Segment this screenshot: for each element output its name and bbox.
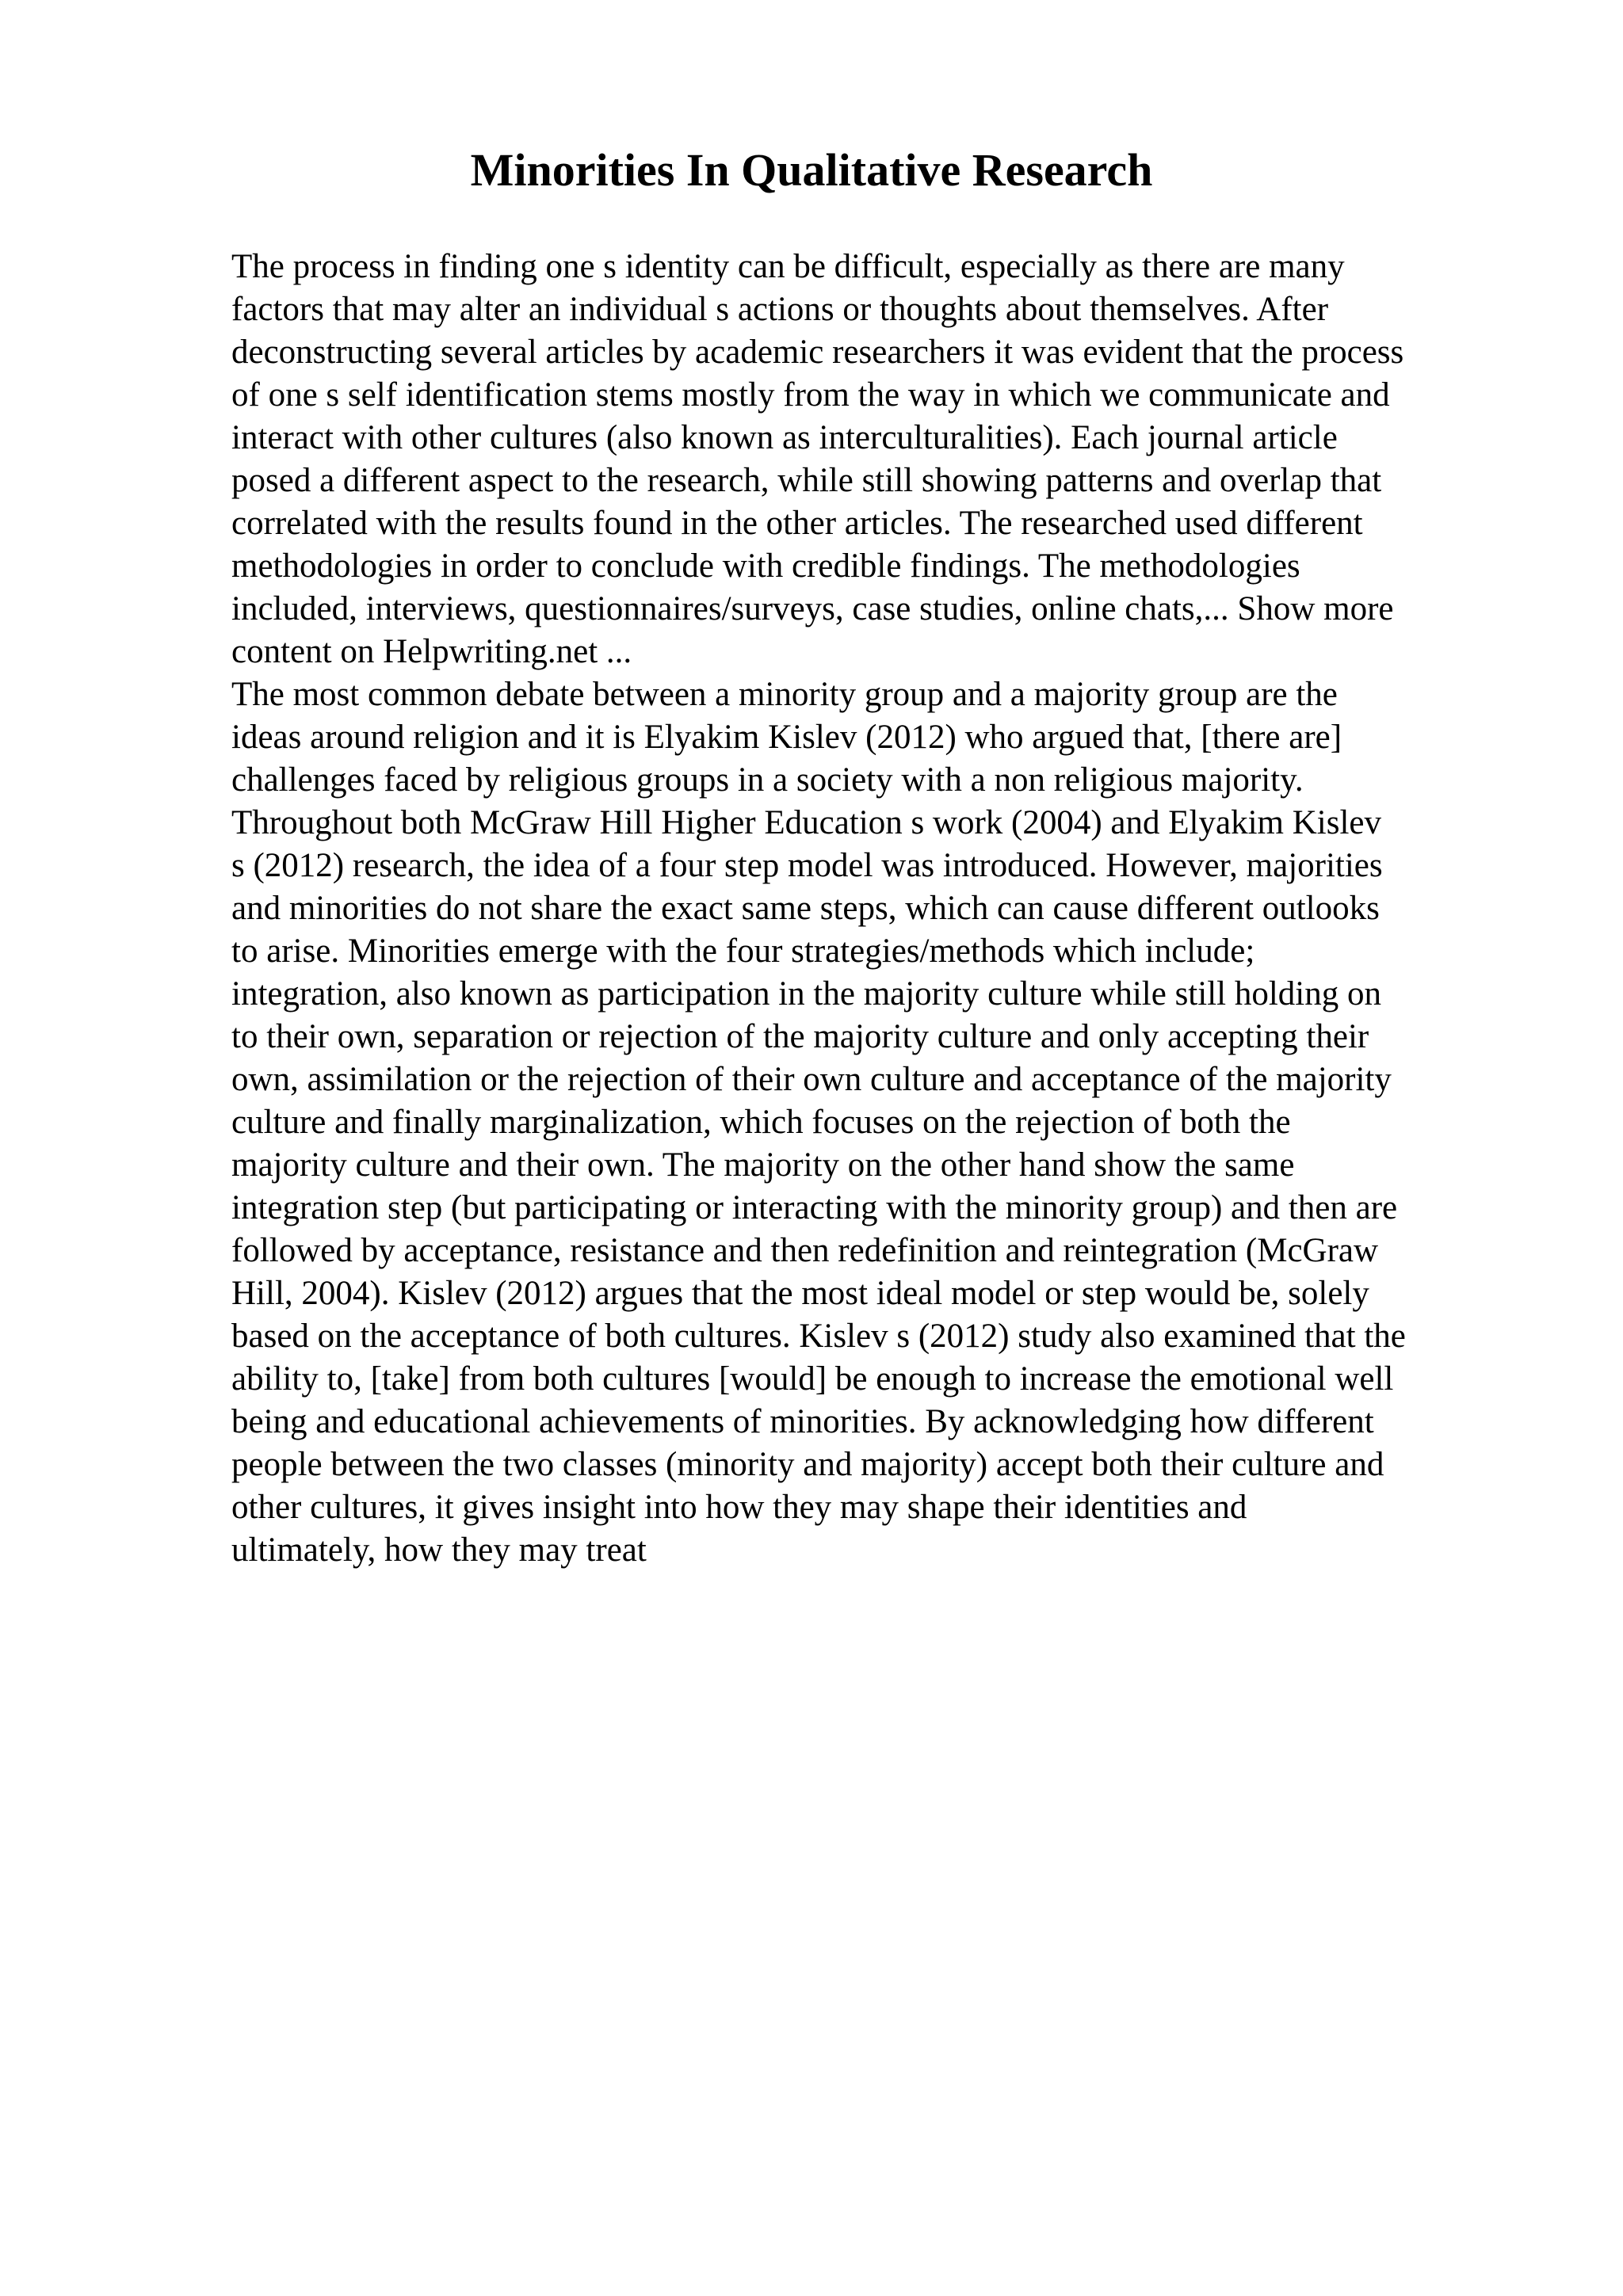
text-line: ultimately, how they may treat xyxy=(231,1531,647,1569)
document-title: Minorities In Qualitative Research xyxy=(470,144,1153,196)
text-line: own, assimilation or the rejection of their own culture and acceptance of the majority xyxy=(231,1061,1392,1098)
text-line: and minorities do not share the exact same steps, which can cause different outlooks xyxy=(231,890,1380,927)
text-line: to arise. Minorities emerge with the four strategies/methods which include; xyxy=(231,933,1255,970)
text-line: based on the acceptance of both cultures. Kislev s (2012) study also examined that the xyxy=(231,1318,1406,1355)
text-line: ability to, [take] from both cultures [would] be enough to increase the emotional well xyxy=(231,1360,1394,1398)
text-line: people between the two classes (minority and majority) accept both their culture and xyxy=(231,1446,1384,1483)
text-line: deconstructing several articles by academic researchers it was evident that the process xyxy=(231,334,1404,371)
paragraph-2 xyxy=(231,673,1515,1572)
text-line: being and educational achievements of minorities. By acknowledging how different xyxy=(231,1403,1374,1440)
text-line: methodologies in order to conclude with credible findings. The methodologies xyxy=(231,547,1300,585)
text-line: Hill, 2004). Kislev (2012) argues that the most ideal model or step would be, solely xyxy=(231,1275,1369,1312)
text-line: challenges faced by religious groups in a society with a non religious majority. xyxy=(231,761,1304,799)
text-line: posed a different aspect to the research, while still showing patterns and overlap that xyxy=(231,462,1382,499)
text-line: integration, also known as participation in the majority culture while still holding on xyxy=(231,975,1381,1013)
text-line: majority culture and their own. The majority on the other hand show the same xyxy=(231,1146,1295,1184)
text-line: followed by acceptance, resistance and then redefinition and reintegration (McGraw xyxy=(231,1232,1379,1269)
text-line: culture and finally marginalization, which focuses on the rejection of both the xyxy=(231,1104,1291,1141)
text-line: s (2012) research, the idea of a four step model was introduced. However, majorities xyxy=(231,847,1383,884)
document-body xyxy=(231,246,1515,1572)
text-line: factors that may alter an individual s actions or thoughts about themselves. After xyxy=(231,291,1329,328)
text-line: ideas around religion and it is Elyakim Kislev (2012) who argued that, [there are] xyxy=(231,719,1342,756)
text-line: interact with other cultures (also known as interculturalities). Each journal article xyxy=(231,419,1338,456)
text-line: Throughout both McGraw Hill Higher Education s work (2004) and Elyakim Kislev xyxy=(231,804,1381,841)
text-line: content on Helpwriting.net ... xyxy=(231,633,632,670)
text-line: correlated with the results found in the other articles. The researched used different xyxy=(231,505,1363,542)
text-line: The process in finding one s identity can be difficult, especially as there are many xyxy=(231,248,1345,285)
text-line: to their own, separation or rejection of the majority culture and only accepting their xyxy=(231,1018,1369,1055)
text-line: included, interviews, questionnaires/surveys, case studies, online chats,... Show more xyxy=(231,590,1394,627)
paragraph-1 xyxy=(231,246,1515,673)
text-line: of one s self identification stems mostly from the way in which we communicate and xyxy=(231,376,1390,414)
text-line: integration step (but participating or interacting with the minority group) and then are xyxy=(231,1189,1398,1226)
text-line: other cultures, it gives insight into how they may shape their identities and xyxy=(231,1489,1247,1526)
text-line: The most common debate between a minority group and a majority group are the xyxy=(231,676,1338,713)
